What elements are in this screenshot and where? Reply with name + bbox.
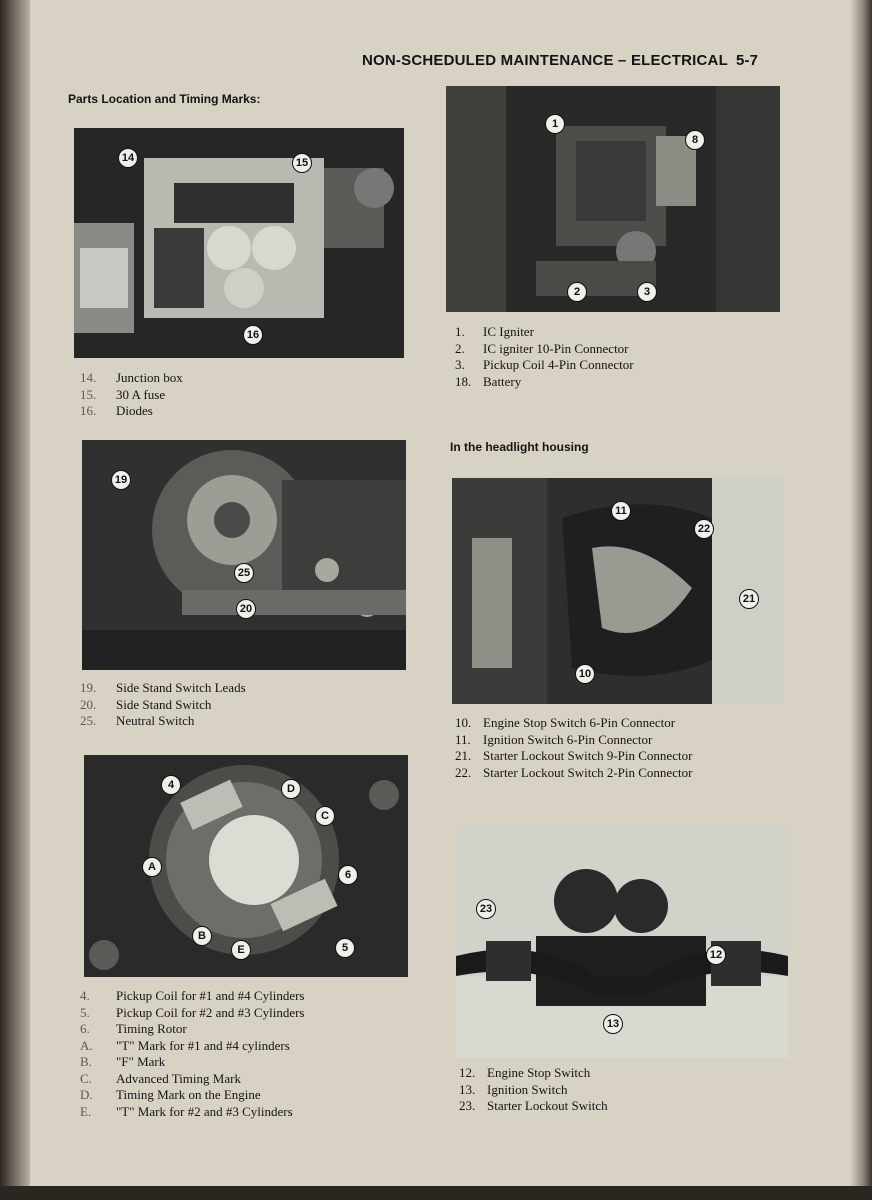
caption-row: 15. 30 A fuse <box>80 386 166 402</box>
left-section-heading: Parts Location and Timing Marks: <box>68 92 261 106</box>
caption-row: 13. Ignition Switch <box>459 1081 568 1097</box>
page-bottom-edge <box>0 1186 872 1200</box>
callout-3: 3 <box>637 282 657 302</box>
page-header <box>362 52 758 69</box>
caption-row: 1. IC Igniter <box>455 324 534 339</box>
callout-19: 19 <box>111 470 131 490</box>
callout-10: 10 <box>575 664 595 684</box>
caption-row: 19. Side Stand Switch Leads <box>80 680 246 695</box>
ic-igniter-photo <box>446 86 780 312</box>
callout-14: 14 <box>118 148 138 168</box>
junction-box-caption <box>80 370 183 420</box>
timing-marks-caption <box>80 988 305 1120</box>
callout-16: 16 <box>243 325 263 345</box>
header-title: NON-SCHEDULED MAINTENANCE – ELECTRICAL <box>362 52 728 69</box>
callout-1: 1 <box>545 114 565 134</box>
caption-row: E. "T" Mark for #2 and #3 Cylinders <box>80 1103 293 1119</box>
caption-row: C. Advanced Timing Mark <box>80 1070 241 1086</box>
caption-row: 6. Timing Rotor <box>80 1021 187 1036</box>
caption-row: 3. Pickup Coil 4-Pin Connector <box>455 357 634 372</box>
callout-8: 8 <box>685 130 705 150</box>
caption-row: 22. Starter Lockout Switch 2-Pin Connector <box>455 764 693 780</box>
page-edge-shadow <box>850 0 872 1200</box>
caption-row: 21. Starter Lockout Switch 9-Pin Connector <box>455 748 693 763</box>
caption-row: 2. IC igniter 10-Pin Connector <box>455 340 629 356</box>
callout-13: 13 <box>603 1014 623 1034</box>
side-stand-caption <box>80 680 246 730</box>
caption-row: 25. Neutral Switch <box>80 713 195 728</box>
callout-D: D <box>281 779 301 799</box>
handlebar-caption <box>459 1065 608 1115</box>
caption-row: 23. Starter Lockout Switch <box>459 1098 608 1113</box>
caption-row: 5. Pickup Coil for #2 and #3 Cylinders <box>80 1004 305 1020</box>
callout-C: C <box>315 806 335 826</box>
caption-row: 10. Engine Stop Switch 6-Pin Connector <box>455 715 676 730</box>
caption-row: 12. Engine Stop Switch <box>459 1065 591 1080</box>
callout-23: 23 <box>476 899 496 919</box>
callout-6: 6 <box>338 865 358 885</box>
caption-row: 4. Pickup Coil for #1 and #4 Cylinders <box>80 988 305 1003</box>
headlight-housing-caption <box>455 715 692 781</box>
caption-row: 18. Battery <box>455 373 522 389</box>
callout-12: 12 <box>706 945 726 965</box>
callout-21: 21 <box>739 589 759 609</box>
callout-B: B <box>192 926 212 946</box>
callout-E: E <box>231 940 251 960</box>
callout-25: 25 <box>234 563 254 583</box>
caption-row: 14. Junction box <box>80 370 183 385</box>
side-stand-switch-photo <box>82 440 406 670</box>
caption-row: 20. Side Stand Switch <box>80 696 212 712</box>
callout-20: 20 <box>236 599 256 619</box>
book-spine-shadow <box>0 0 30 1200</box>
callout-5: 5 <box>335 938 355 958</box>
page-number: 5-7 <box>735 52 759 69</box>
caption-row: B. "F" Mark <box>80 1054 166 1069</box>
callout-4: 4 <box>161 775 181 795</box>
callout-15: 15 <box>292 153 312 173</box>
callout-2: 2 <box>567 282 587 302</box>
callout-22: 22 <box>694 519 714 539</box>
callout-11: 11 <box>611 501 631 521</box>
right-section-heading: In the headlight housing <box>450 440 589 454</box>
caption-row: A. "T" Mark for #1 and #4 cylinders <box>80 1037 290 1053</box>
caption-row: 11. Ignition Switch 6-Pin Connector <box>455 731 653 747</box>
caption-row: 16. Diodes <box>80 403 153 418</box>
ic-igniter-caption <box>455 324 634 390</box>
caption-row: D. Timing Mark on the Engine <box>80 1087 261 1102</box>
callout-A: A <box>142 857 162 877</box>
